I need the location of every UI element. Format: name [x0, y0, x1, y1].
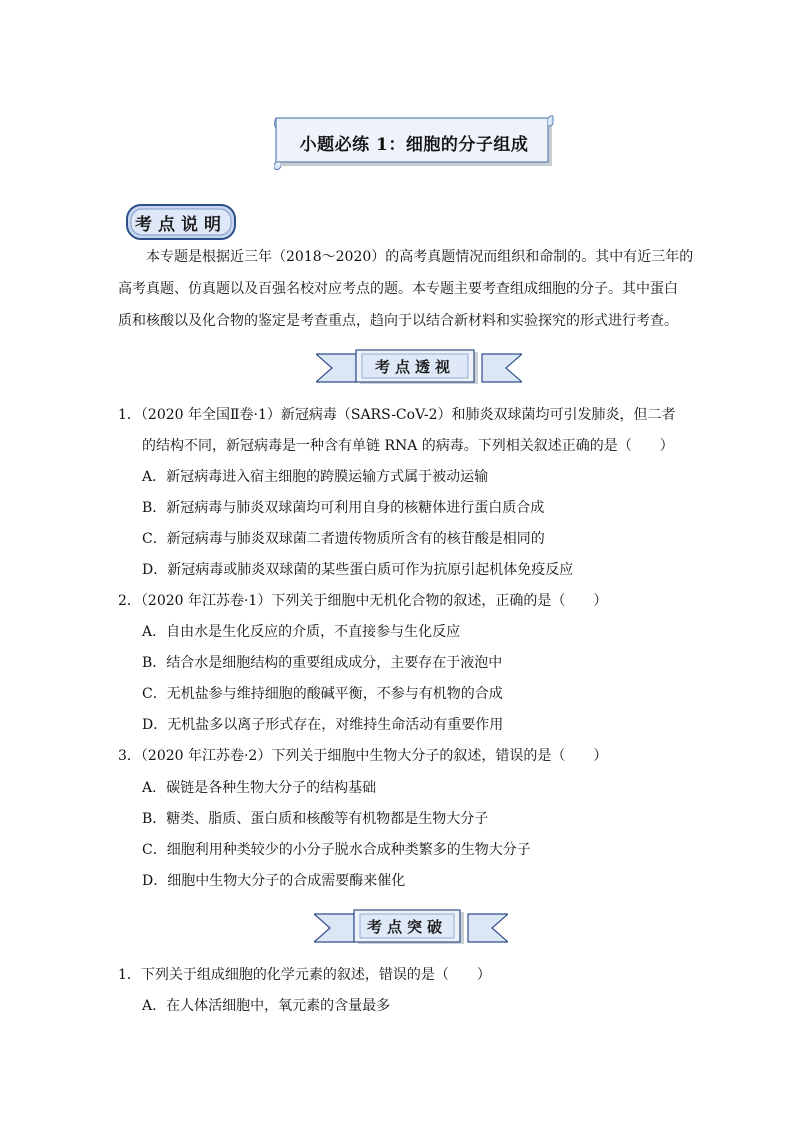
section-label-explain: 考点说明 — [135, 214, 227, 235]
question-option: B．新冠病毒与肺炎双球菌均可利用自身的核糖体进行蛋白质合成 — [142, 500, 545, 516]
question-option: D．细胞中生物大分子的合成需要酶来催化 — [142, 873, 406, 889]
title-banner — [274, 114, 558, 170]
question-option: C．细胞利用种类较少的小分子脱水合成种类繁多的生物大分子 — [142, 842, 531, 858]
question-option: D．新冠病毒或肺炎双球菌的某些蛋白质可作为抗原引起机体免疫反应 — [142, 562, 574, 578]
section-ribbon-breakthrough — [314, 908, 508, 948]
page-title: 小题必练 1：细胞的分子组成 — [299, 134, 529, 155]
section-label-review: 考点透视 — [374, 357, 455, 376]
question-option: B．结合水是细胞结构的重要组成成分，主要存在于液泡中 — [142, 655, 503, 671]
question-stem: 的结构不同，新冠病毒是一种含有单链 RNA 的病毒。下列相关叙述正确的是（ ） — [142, 438, 674, 454]
question-stem: 3．（2020 年江苏卷·2）下列关于细胞中生物大分子的叙述，错误的是（ ） — [118, 748, 608, 764]
intro-line: 高考真题、仿真题以及百强名校对应考点的题。本专题主要考查组成细胞的分子。其中蛋白 — [118, 281, 678, 297]
section-ribbon-review — [316, 348, 522, 388]
section-label-breakthrough: 考点突破 — [366, 917, 447, 936]
intro-line: 本专题是根据近三年（2018～2020）的高考真题情况而组织和命制的。其中有近三年的 — [146, 249, 694, 265]
question-stem: 2．（2020 年江苏卷·1）下列关于细胞中无机化合物的叙述，正确的是（ ） — [118, 593, 608, 609]
question-option: C．无机盐参与维持细胞的酸碱平衡，不参与有机物的合成 — [142, 686, 503, 702]
question-stem: 1．（2020 年全国Ⅱ卷·1）新冠病毒（SARS-CoV-2）和肺炎双球菌均可引发肺炎，但二者 — [118, 407, 676, 423]
question-option: A．碳链是各种生物大分子的结构基础 — [142, 780, 377, 796]
question-option: C．新冠病毒与肺炎双球菌二者遗传物质所含有的核苷酸是相同的 — [142, 531, 545, 547]
intro-line: 质和核酸以及化合物的鉴定是考查重点，趋向于以结合新材料和实验探究的形式进行考查。 — [118, 313, 678, 329]
question-stem: 1．下列关于组成细胞的化学元素的叙述，错误的是（ ） — [118, 967, 491, 983]
question-option: A．自由水是生化反应的介质，不直接参与生化反应 — [142, 624, 461, 640]
section-badge-explain — [124, 202, 238, 242]
question-option: A．在人体活细胞中，氧元素的含量最多 — [142, 998, 391, 1014]
question-option: B．糖类、脂质、蛋白质和核酸等有机物都是生物大分子 — [142, 811, 489, 827]
question-option: A．新冠病毒进入宿主细胞的跨膜运输方式属于被动运输 — [142, 469, 489, 485]
question-option: D．无机盐多以离子形式存在，对维持生命活动有重要作用 — [142, 717, 504, 733]
